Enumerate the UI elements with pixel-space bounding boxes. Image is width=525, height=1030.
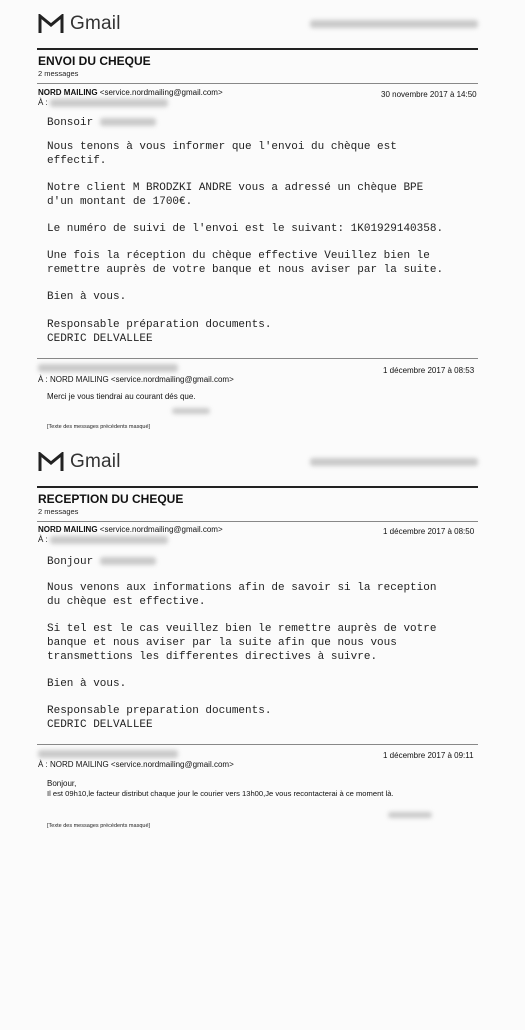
gmail-wordmark: Gmail xyxy=(70,451,121,472)
gmail-m-icon xyxy=(38,14,64,34)
reply-sender-redacted xyxy=(38,364,178,372)
header-divider xyxy=(37,486,478,488)
reply-recipient: À : NORD MAILING <service.nordmailing@gmail.com> xyxy=(38,375,234,384)
recipient-redacted xyxy=(50,99,168,107)
message-line: Nous tenons à vous informer que l'envoi du chèque est xyxy=(47,141,397,153)
hidden-quoted-text: [Texte des messages précédents masqué] xyxy=(47,823,151,829)
message-line: du chèque est effective. xyxy=(47,596,206,608)
message-line: Nous venons aux informations afin de savoir si la reception xyxy=(47,582,437,594)
message-line: Bonsoir xyxy=(47,117,156,131)
message-line: Bien à vous. xyxy=(47,678,127,690)
sender-name: NORD MAILING xyxy=(38,88,98,97)
to-label: À : xyxy=(38,98,48,107)
subject-divider xyxy=(37,521,478,522)
subject-divider xyxy=(37,83,478,84)
reply-body: Merci je vous tiendrai au courant dés que. xyxy=(47,392,196,401)
message-count: 2 messages xyxy=(38,507,79,516)
hidden-quoted-text: [Texte des messages précédents masqué] xyxy=(47,424,151,430)
message-line: Bonjour xyxy=(47,556,156,570)
message-date: 30 novembre 2017 à 14:50 xyxy=(381,90,477,99)
recipient-redacted xyxy=(50,536,168,544)
gmail-m-icon xyxy=(38,452,64,472)
message-count: 2 messages xyxy=(38,69,79,78)
gmail-wordmark: Gmail xyxy=(70,13,121,34)
email-subject: ENVOI DU CHEQUE xyxy=(38,54,151,68)
message-date: 1 décembre 2017 à 08:50 xyxy=(383,527,475,536)
message-line: Responsable préparation documents. xyxy=(47,319,272,331)
account-email-redacted xyxy=(310,20,478,28)
message-line: Bien à vous. xyxy=(47,291,127,303)
message-line: Une fois la réception du chèque effective Veuillez bien le xyxy=(47,250,430,262)
message-line: Responsable preparation documents. xyxy=(47,705,272,717)
reply-greeting: Bonjour, xyxy=(47,779,77,788)
message-line: Notre client M BRODZKI ANDRE vous a adressé un chèque BPE xyxy=(47,182,424,194)
email-subject: RECEPTION DU CHEQUE xyxy=(38,492,184,506)
reply-signature-redacted xyxy=(388,812,432,818)
header-divider xyxy=(37,48,478,50)
gmail-logo xyxy=(38,13,121,35)
reply-date: 1 décembre 2017 à 09:11 xyxy=(383,751,474,760)
gmail-logo xyxy=(38,451,121,473)
message-line: Le numéro de suivi de l'envoi est le suivant: 1K01929140358. xyxy=(47,223,444,235)
message-sender xyxy=(38,525,223,534)
to-label: À : xyxy=(38,535,48,544)
account-email-redacted xyxy=(310,458,478,466)
reply-recipient: À : NORD MAILING <service.nordmailing@gmail.com> xyxy=(38,760,234,769)
reply-body: Il est 09h10,le facteur distribut chaque jour le courier vers 13h00,Je vous recontacterai à ce moment là. xyxy=(47,789,394,798)
name-redacted xyxy=(100,118,156,126)
reply-signature-redacted xyxy=(172,408,210,414)
message-line: d'un montant de 1700€. xyxy=(47,196,193,208)
message-divider xyxy=(37,358,478,359)
message-line: CEDRIC DELVALLEE xyxy=(47,333,153,345)
message-line: banque et nous aviser par la suite afin que nous vous xyxy=(47,637,397,649)
message-line: transmettions les differentes directives à suivre. xyxy=(47,651,378,663)
message-recipient xyxy=(38,98,168,107)
message-sender xyxy=(38,88,223,97)
message-recipient xyxy=(38,535,168,544)
message-line: effectif. xyxy=(47,155,107,167)
sender-email: <service.nordmailing@gmail.com> xyxy=(99,525,223,534)
reply-sender-redacted xyxy=(38,750,178,758)
reply-date: 1 décembre 2017 à 08:53 xyxy=(383,366,475,375)
message-divider xyxy=(37,744,478,745)
name-redacted xyxy=(100,557,156,565)
sender-name: NORD MAILING xyxy=(38,525,98,534)
message-line: CEDRIC DELVALLEE xyxy=(47,719,153,731)
message-line: remettre auprès de votre banque et nous aviser par la suite. xyxy=(47,264,444,276)
message-line: Si tel est le cas veuillez bien le remettre auprès de votre xyxy=(47,623,437,635)
sender-email: <service.nordmailing@gmail.com> xyxy=(99,88,223,97)
